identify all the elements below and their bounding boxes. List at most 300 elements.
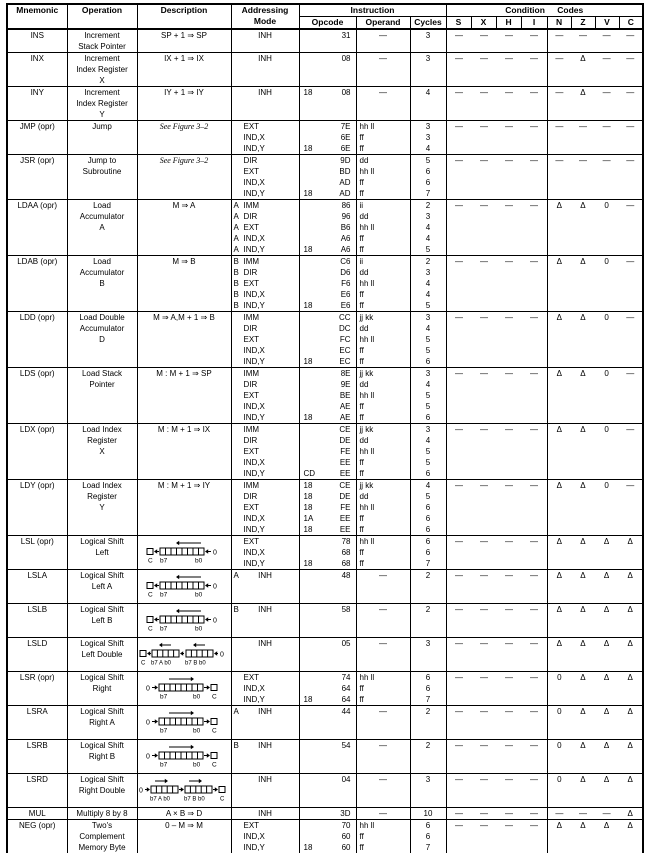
description-line: SP + 1 ⇒ SP <box>161 31 207 40</box>
operand-value: dd <box>359 324 369 333</box>
cc-symbol: — <box>480 537 489 546</box>
addressing-mode: IND,X <box>243 346 265 355</box>
addressing-mode: IMM <box>243 425 260 434</box>
operand-value: — <box>379 809 387 818</box>
mnemonic: MUL <box>28 809 46 818</box>
addressing-mode: DIR <box>243 436 258 445</box>
cycles-value: 6 <box>425 514 431 523</box>
addressing-mode: IND,X <box>243 402 265 411</box>
mnemonic: LSR (opr) <box>19 673 55 682</box>
cycles-value: 2 <box>425 605 431 614</box>
opcode-value: 6E <box>340 144 351 153</box>
cc-symbol: — <box>530 673 539 682</box>
opcode-prefix-byte: 18 <box>303 481 313 490</box>
operand-value: ff <box>359 413 364 422</box>
col-header-description: Description <box>137 4 231 29</box>
addressing-mode: IND,Y <box>243 245 265 254</box>
opcode-cell <box>299 740 356 774</box>
cc-symbol: — <box>480 809 489 818</box>
cc-sxhi-cell <box>446 480 547 536</box>
cycles-cell <box>410 29 446 53</box>
cc-symbol: Δ <box>627 707 633 716</box>
cc-sxhi-cell <box>446 121 547 155</box>
mnemonic-cell <box>7 256 67 312</box>
operation-line: Jump <box>92 122 112 131</box>
opcode-cell <box>299 808 356 820</box>
cycles-value: 3 <box>425 268 431 277</box>
mnemonic-cell <box>7 29 67 53</box>
shift-diagram-shr <box>145 710 223 734</box>
shift-diagram-shld <box>139 642 229 666</box>
cycles-value: 4 <box>425 88 431 97</box>
cc-nzvc-cell <box>547 155 643 200</box>
svg-text:b7 B b0: b7 B b0 <box>185 660 206 666</box>
operand-value: ii <box>359 201 364 210</box>
cc-nzvc-cell <box>547 256 643 312</box>
cycles-cell <box>410 820 446 853</box>
operand-value: — <box>379 31 387 40</box>
cycles-value: 4 <box>425 436 431 445</box>
row-lsr <box>7 672 643 706</box>
addressing-mode-cell <box>231 638 299 672</box>
opcode-value: 04 <box>341 775 351 784</box>
opcode-prefix-byte <box>300 672 321 683</box>
addressing-mode: IND,X <box>243 290 265 299</box>
operand-cell <box>356 480 410 536</box>
operand-value: ff <box>359 290 364 299</box>
svg-text:b7 B b0: b7 B b0 <box>184 796 205 802</box>
opcode-value: FE <box>340 447 351 456</box>
operand-value: — <box>379 605 387 614</box>
opcode-prefix-byte <box>300 211 321 222</box>
cc-symbol: Δ <box>603 707 610 716</box>
cycles-value: 3 <box>425 775 431 784</box>
addressing-mode: IND,Y <box>243 413 265 422</box>
cycles-value: 5 <box>425 301 431 310</box>
cc-symbol: Δ <box>603 741 610 750</box>
operand-value: ff <box>359 458 364 467</box>
opcode-value: 6E <box>340 133 351 142</box>
addressing-mode-cell <box>231 121 299 155</box>
opcode-prefix-byte <box>300 446 321 457</box>
cc-symbol: — <box>626 31 635 40</box>
operand-value: ff <box>359 346 364 355</box>
cc-symbol: — <box>530 88 539 97</box>
svg-text:b7: b7 <box>160 625 168 632</box>
opcode-value: A6 <box>340 234 351 243</box>
opcode-value: 70 <box>341 821 351 830</box>
opcode-prefix-byte <box>300 683 321 694</box>
operation-line: Load Index <box>82 481 122 490</box>
operand-value: dd <box>359 212 369 221</box>
operand-cell <box>356 87 410 121</box>
description-line: M : M + 1 ⇒ IY <box>157 481 211 490</box>
cycles-cell <box>410 706 446 740</box>
mnemonic-cell <box>7 808 67 820</box>
opcode-prefix-byte <box>300 200 321 211</box>
opcode-value: F6 <box>341 279 351 288</box>
cc-symbol: 0 <box>604 425 609 434</box>
opcode-value: 86 <box>341 201 351 210</box>
description-cell <box>137 536 231 570</box>
opcode-value: 7E <box>340 122 351 131</box>
col-header-cc-i: I <box>521 17 547 30</box>
operation-line: Logical Shift <box>80 673 124 682</box>
opcode-prefix-byte: CD <box>303 469 316 478</box>
opcode-value: E6 <box>340 301 351 310</box>
description-cell <box>137 774 231 808</box>
svg-text:b0: b0 <box>193 693 201 700</box>
cycles-value: 4 <box>425 223 431 232</box>
opcode-prefix-byte: 18 <box>303 492 313 501</box>
cycles-cell <box>410 604 446 638</box>
operand-value: ff <box>359 559 364 568</box>
operand-value: ff <box>359 189 364 198</box>
cc-symbol: Δ <box>603 775 610 784</box>
opcode-prefix-byte <box>300 706 321 717</box>
cycles-value: 3 <box>425 133 431 142</box>
operation-cell <box>67 368 137 424</box>
svg-text:0: 0 <box>139 787 143 795</box>
addressing-mode: INH <box>258 775 272 784</box>
cc-sxhi-cell <box>446 672 547 706</box>
mnemonic: JMP (opr) <box>19 122 55 131</box>
cc-symbol: — <box>505 775 514 784</box>
shift-diagram-shl <box>145 608 223 632</box>
cycles-cell <box>410 424 446 480</box>
addressing-mode: EXT <box>243 673 260 682</box>
opcode-prefix-byte <box>300 233 321 244</box>
operation-line: Logical Shift <box>80 741 124 750</box>
cycles-value: 6 <box>425 503 431 512</box>
opcode-prefix-byte: 1A <box>303 514 314 523</box>
mnemonic: INY <box>30 88 44 97</box>
opcode-value: 78 <box>341 537 351 546</box>
cc-symbol: Δ <box>580 88 586 97</box>
cycles-value: 5 <box>425 335 431 344</box>
operand-value: ff <box>359 525 364 534</box>
instruction-table-body <box>7 29 643 853</box>
opcode-value: EC <box>339 346 351 355</box>
opcode-value: 60 <box>341 832 351 841</box>
cc-symbol: Δ <box>603 537 610 546</box>
cycles-value: 3 <box>425 54 431 63</box>
cc-symbol: — <box>530 571 539 580</box>
cycles-cell <box>410 312 446 368</box>
opcode-prefix-byte <box>300 368 321 379</box>
cc-symbol: Δ <box>556 821 562 830</box>
cycles-value: 6 <box>425 525 431 534</box>
cc-symbol: — <box>530 605 539 614</box>
addressing-mode-cell <box>231 570 299 604</box>
cc-symbol: — <box>455 571 464 580</box>
opcode-cell <box>299 480 356 536</box>
operand-cell <box>356 121 410 155</box>
opcode-cell <box>299 200 356 256</box>
opcode-cell <box>299 706 356 740</box>
description-line: A × B ⇒ D <box>165 809 203 818</box>
operation-line: A <box>99 223 105 232</box>
opcode-cell <box>299 604 356 638</box>
opcode-value: CE <box>339 425 351 434</box>
opcode-value: FE <box>340 503 351 512</box>
cc-symbol: — <box>505 88 514 97</box>
opcode-prefix-byte <box>300 289 321 300</box>
opcode-prefix-byte <box>300 278 321 289</box>
addressing-mode: IND,X <box>243 548 265 557</box>
cycles-value: 5 <box>425 458 431 467</box>
cycles-value: 6 <box>425 413 431 422</box>
mnemonic-cell <box>7 53 67 87</box>
addressing-mode: IMM <box>243 369 260 378</box>
cc-sxhi-cell <box>446 706 547 740</box>
cycles-value: 6 <box>425 469 431 478</box>
operand-cell <box>356 200 410 256</box>
operand-value: — <box>379 741 387 750</box>
register-letter: A <box>233 201 239 210</box>
operand-value: — <box>379 571 387 580</box>
addressing-mode: IND,Y <box>243 469 265 478</box>
operation-line: Load Stack <box>81 369 123 378</box>
cc-symbol: — <box>505 821 514 830</box>
operand-cell <box>356 604 410 638</box>
operand-value: hh ll <box>359 335 375 344</box>
operation-line: X <box>99 76 105 85</box>
svg-text:b7: b7 <box>160 693 168 700</box>
row-jsr <box>7 155 643 200</box>
operand-value: jj kk <box>359 369 374 378</box>
operation-line: Stack Pointer <box>78 42 126 51</box>
opcode-value: 64 <box>341 695 351 704</box>
cycles-value: 3 <box>425 313 431 322</box>
opcode-cell <box>299 368 356 424</box>
operand-value: jj kk <box>359 481 374 490</box>
operand-value: ff <box>359 133 364 142</box>
opcode-value: D6 <box>340 268 351 277</box>
operand-value: ff <box>359 832 364 841</box>
cc-symbol: — <box>505 313 514 322</box>
description-line: 0 – M ⇒ M <box>165 821 203 830</box>
opcode-prefix-byte <box>300 177 321 188</box>
opcode-value: 8E <box>340 369 351 378</box>
opcode-prefix-byte: 18 <box>303 525 313 534</box>
shift-diagram-shl <box>145 540 223 564</box>
register-letter: A <box>233 707 239 716</box>
cycles-value: 7 <box>425 559 431 568</box>
cc-nzvc-cell <box>547 368 643 424</box>
operand-cell <box>356 312 410 368</box>
description-line: IY + 1 ⇒ IY <box>164 88 204 97</box>
description-cell <box>137 312 231 368</box>
opcode-value: A6 <box>340 245 351 254</box>
shift-diagram-shl <box>145 574 223 598</box>
cycles-value: 6 <box>425 357 431 366</box>
cycles-value: 6 <box>425 178 431 187</box>
addressing-mode: INH <box>258 571 272 580</box>
opcode-prefix-byte <box>300 390 321 401</box>
addressing-mode: IND,X <box>243 178 265 187</box>
cycles-value: 4 <box>425 380 431 389</box>
addressing-mode-cell <box>231 29 299 53</box>
opcode-value: EE <box>339 525 351 534</box>
opcode-cell <box>299 424 356 480</box>
cc-sxhi-cell <box>446 29 547 53</box>
operation-line: Right <box>92 684 112 693</box>
addressing-mode: INH <box>258 741 272 750</box>
mnemonic: LSRD <box>26 775 48 784</box>
addressing-mode: DIR <box>243 156 258 165</box>
opcode-prefix-byte <box>300 155 321 166</box>
cc-symbol: Δ <box>580 537 586 546</box>
opcode-cell <box>299 53 356 87</box>
cycles-cell <box>410 536 446 570</box>
shift-diagram-shr <box>145 744 223 768</box>
opcode-value: 08 <box>341 88 351 97</box>
addressing-mode: IND,Y <box>243 189 265 198</box>
operand-value: ff <box>359 144 364 153</box>
addressing-mode-cell <box>231 87 299 121</box>
cycles-value: 5 <box>425 391 431 400</box>
opcode-value: AD <box>339 178 351 187</box>
addressing-mode: DIR <box>243 268 258 277</box>
opcode-prefix-byte: 18 <box>303 413 313 422</box>
opcode-value: BD <box>339 167 351 176</box>
cc-sxhi-cell <box>446 808 547 820</box>
description-cell <box>137 638 231 672</box>
operation-line: D <box>99 335 105 344</box>
cc-symbol: — <box>626 481 635 490</box>
cc-symbol: — <box>455 481 464 490</box>
cycles-value: 2 <box>425 741 431 750</box>
table-header <box>7 4 643 29</box>
operation-line: Two's <box>91 821 113 830</box>
opcode-prefix-byte: 18 <box>303 843 313 852</box>
cycles-value: 4 <box>425 279 431 288</box>
opcode-value: 74 <box>341 673 351 682</box>
opcode-value: 58 <box>341 605 351 614</box>
operand-value: ff <box>359 402 364 411</box>
cc-symbol: — <box>626 257 635 266</box>
operation-line: Accumulator <box>79 212 125 221</box>
operation-line: Y <box>99 503 105 512</box>
cc-symbol: — <box>626 425 635 434</box>
mnemonic-cell <box>7 536 67 570</box>
cc-symbol: — <box>480 821 489 830</box>
operation-cell <box>67 740 137 774</box>
operand-cell <box>356 774 410 808</box>
svg-text:b7: b7 <box>160 727 168 734</box>
cc-symbol: — <box>626 122 635 131</box>
cc-sxhi-cell <box>446 87 547 121</box>
mnemonic: LSLB <box>27 605 48 614</box>
cycles-cell <box>410 53 446 87</box>
cc-nzvc-cell <box>547 808 643 820</box>
cc-symbol: 0 <box>557 673 562 682</box>
cc-symbol: Δ <box>627 809 633 818</box>
col-header-cc-n: N <box>547 17 571 30</box>
cc-sxhi-cell <box>446 200 547 256</box>
cc-symbol: — <box>505 201 514 210</box>
cycles-value: 7 <box>425 695 431 704</box>
opcode-value: C6 <box>340 257 351 266</box>
opcode-value: EE <box>339 469 351 478</box>
cc-symbol: — <box>626 201 635 210</box>
operand-value: dd <box>359 156 369 165</box>
opcode-value: DC <box>338 324 351 333</box>
cc-symbol: — <box>480 639 489 648</box>
shift-diagram-shr <box>145 676 223 700</box>
cc-symbol: — <box>455 605 464 614</box>
register-letter: A <box>233 245 239 254</box>
cc-symbol: — <box>530 821 539 830</box>
cc-symbol: — <box>480 605 489 614</box>
row-inx <box>7 53 643 87</box>
cc-symbol: — <box>480 481 489 490</box>
opcode-prefix-byte <box>300 547 321 558</box>
cc-symbol: — <box>455 257 464 266</box>
addressing-mode: IMM <box>243 257 260 266</box>
cc-symbol: — <box>555 156 564 165</box>
mnemonic: INS <box>30 31 44 40</box>
row-ldab <box>7 256 643 312</box>
opcode-value: DE <box>339 436 351 445</box>
cc-symbol: — <box>480 54 489 63</box>
operand-value: — <box>379 88 387 97</box>
cc-symbol: — <box>455 313 464 322</box>
cc-sxhi-cell <box>446 604 547 638</box>
operation-line: Subroutine <box>82 167 122 176</box>
addressing-mode: EXT <box>243 391 260 400</box>
operand-value: — <box>379 54 387 63</box>
cycles-value: 7 <box>425 189 431 198</box>
cc-nzvc-cell <box>547 53 643 87</box>
cc-nzvc-cell <box>547 638 643 672</box>
cc-symbol: Δ <box>556 639 562 648</box>
cycles-value: 5 <box>425 402 431 411</box>
cc-sxhi-cell <box>446 774 547 808</box>
cc-nzvc-cell <box>547 820 643 853</box>
addressing-mode-cell <box>231 706 299 740</box>
col-header-condition-codes-group: Condition Codes <box>446 4 643 17</box>
register-letter: A <box>233 571 239 580</box>
opcode-prefix-byte <box>300 424 321 435</box>
addressing-mode-cell <box>231 740 299 774</box>
addressing-mode: IMM <box>243 481 260 490</box>
cc-symbol: — <box>602 31 611 40</box>
svg-text:C: C <box>220 796 225 802</box>
cc-nzvc-cell <box>547 672 643 706</box>
operation-line: Increment <box>84 54 120 63</box>
cc-symbol: — <box>455 537 464 546</box>
col-header-operation: Operation <box>67 4 137 29</box>
opcode-value: 64 <box>341 684 351 693</box>
operation-cell <box>67 808 137 820</box>
cc-symbol: — <box>530 425 539 434</box>
mnemonic-cell <box>7 424 67 480</box>
row-mul <box>7 808 643 820</box>
opcode-prefix-byte: 18 <box>303 88 313 97</box>
cycles-value: 4 <box>425 234 431 243</box>
opcode-prefix-byte <box>300 740 321 751</box>
mnemonic: LSL (opr) <box>20 537 54 546</box>
opcode-value: EE <box>339 458 351 467</box>
cycles-value: 6 <box>425 673 431 682</box>
operand-value: dd <box>359 268 369 277</box>
operand-value: hh ll <box>359 167 375 176</box>
cc-symbol: — <box>455 31 464 40</box>
cycles-cell <box>410 774 446 808</box>
col-header-cc-v: V <box>595 17 619 30</box>
